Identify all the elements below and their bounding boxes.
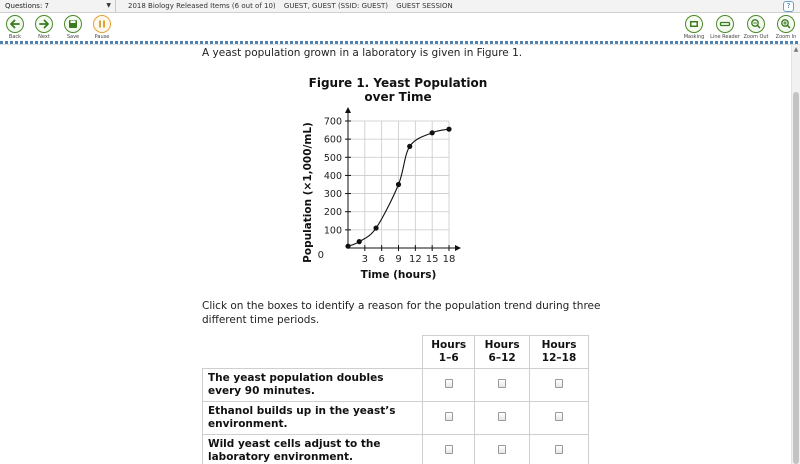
checkbox[interactable] (555, 379, 563, 388)
save-button[interactable] (61, 15, 85, 40)
column-header-hours-1-6 (423, 336, 475, 369)
question-prompt: Click on the boxes to identify a reason for the population trend during three different time periods. (202, 300, 601, 326)
save-label: Save (66, 34, 80, 40)
figure-title-line-1: Figure 1. Yeast Population (308, 76, 488, 90)
arrow-right-icon (35, 15, 53, 33)
column-header-hours-6-12 (475, 336, 530, 369)
next-label: Next (38, 34, 50, 40)
data-point (407, 144, 412, 149)
question-selector[interactable] (2, 0, 116, 12)
x-tick-label: 9 (395, 254, 402, 265)
column-header-line-2: 6–12 (488, 352, 516, 364)
masking-icon (685, 15, 703, 33)
zoom-out-button[interactable] (741, 15, 771, 40)
checkbox[interactable] (445, 379, 453, 388)
zoom-out-label: Zoom Out (743, 34, 769, 40)
test-name: 2018 Biology Released Items (6 out of 10) (128, 2, 276, 10)
x-tick-label: 12 (408, 254, 422, 265)
column-header-line-2: 12–18 (541, 352, 577, 364)
table-corner (203, 336, 423, 369)
column-header-line-1: Hours (431, 339, 467, 351)
table-row (203, 402, 589, 435)
line-reader-icon (716, 15, 734, 33)
origin-label: 0 (317, 250, 324, 261)
line-reader-label: Line Reader (710, 34, 740, 40)
x-axis-arrow-icon (455, 245, 461, 251)
y-tick-label: 600 (323, 134, 342, 146)
y-axis-label: Population (×1,000/mL) (302, 122, 314, 263)
x-tick-label: 18 (442, 254, 456, 265)
zoom-in-label: Zoom In (775, 34, 797, 40)
figure-title-line-2: over Time (364, 90, 432, 104)
masking-button[interactable] (679, 15, 709, 40)
column-header-line-1: Hours (484, 339, 520, 351)
y-tick-label: 700 (323, 116, 342, 128)
cell-doubles-hours-12-18[interactable] (530, 369, 589, 402)
line-reader-button[interactable] (710, 15, 740, 40)
cell-doubles-hours-1-6[interactable] (423, 369, 475, 402)
question-intro: A yeast population grown in a laboratory is given in Figure 1. (202, 47, 523, 59)
column-header-line-2: 1–6 (438, 352, 459, 364)
next-button[interactable] (32, 15, 56, 40)
data-point (373, 225, 378, 230)
row-label-adjust: Wild yeast cells adjust to the laboratory environment. (203, 435, 423, 464)
scroll-up-icon[interactable]: ▲ (793, 46, 799, 53)
zoom-in-icon (777, 15, 795, 33)
data-point (345, 244, 350, 249)
session-name: GUEST SESSION (396, 2, 453, 10)
cell-adjust-hours-6-12[interactable] (475, 435, 530, 464)
save-icon (64, 15, 82, 33)
y-tick-label: 400 (323, 170, 342, 182)
cell-ethanol-hours-12-18[interactable] (530, 402, 589, 435)
pause-icon (93, 15, 111, 33)
toolbar (0, 13, 800, 43)
x-tick-label: 6 (378, 254, 385, 265)
checkbox[interactable] (498, 379, 506, 388)
cell-ethanol-hours-6-12[interactable] (475, 402, 530, 435)
cell-ethanol-hours-1-6[interactable] (423, 402, 475, 435)
question-selector-label: Questions: 7 (5, 2, 49, 10)
data-point (396, 182, 401, 187)
masking-label: Masking (683, 34, 705, 40)
checkbox[interactable] (555, 412, 563, 421)
cell-adjust-hours-1-6[interactable] (423, 435, 475, 464)
scrollbar-thumb[interactable] (793, 92, 799, 464)
y-tick-label: 300 (323, 189, 342, 201)
data-point (357, 239, 362, 244)
figure-title (296, 76, 500, 104)
column-header-hours-12-18 (530, 336, 589, 369)
checkbox[interactable] (498, 445, 506, 454)
x-tick-label: 3 (361, 254, 369, 265)
checkbox[interactable] (445, 445, 453, 454)
y-axis-arrow-icon (345, 107, 351, 113)
checkbox[interactable] (555, 445, 563, 454)
test-info (128, 0, 459, 12)
row-label-doubles: The yeast population doubles every 90 minutes. (203, 369, 423, 402)
pause-button[interactable] (90, 15, 114, 40)
data-point (446, 127, 451, 132)
back-label: Back (8, 34, 22, 40)
y-tick-label: 100 (323, 225, 342, 237)
student-name: GUEST, GUEST (SSID: GUEST) (283, 2, 389, 10)
toolbar-divider-line (0, 44, 800, 45)
x-axis-label: Time (hours) (360, 269, 437, 281)
pause-label: Pause (94, 34, 110, 40)
data-point (430, 130, 435, 135)
yeast-population-chart (296, 105, 496, 285)
checkbox[interactable] (445, 412, 453, 421)
table-row (203, 369, 589, 402)
help-button[interactable]: ? (783, 1, 794, 12)
table-header-row (203, 336, 589, 369)
column-header-line-1: Hours (541, 339, 577, 351)
row-label-ethanol: Ethanol builds up in the yeast’s environment. (203, 402, 423, 435)
x-tick-label: 15 (425, 254, 439, 265)
zoom-out-icon (747, 15, 765, 33)
cell-doubles-hours-6-12[interactable] (475, 369, 530, 402)
back-button[interactable] (3, 15, 27, 40)
y-tick-label: 200 (323, 207, 342, 219)
checkbox[interactable] (498, 412, 506, 421)
top-info-bar (0, 0, 800, 13)
response-table (202, 335, 589, 464)
table-row (203, 435, 589, 464)
chevron-down-icon[interactable]: ▼ (106, 2, 111, 9)
y-tick-label: 500 (323, 152, 342, 164)
cell-adjust-hours-12-18[interactable] (530, 435, 589, 464)
zoom-in-button[interactable] (771, 15, 800, 40)
arrow-left-icon (6, 15, 24, 33)
